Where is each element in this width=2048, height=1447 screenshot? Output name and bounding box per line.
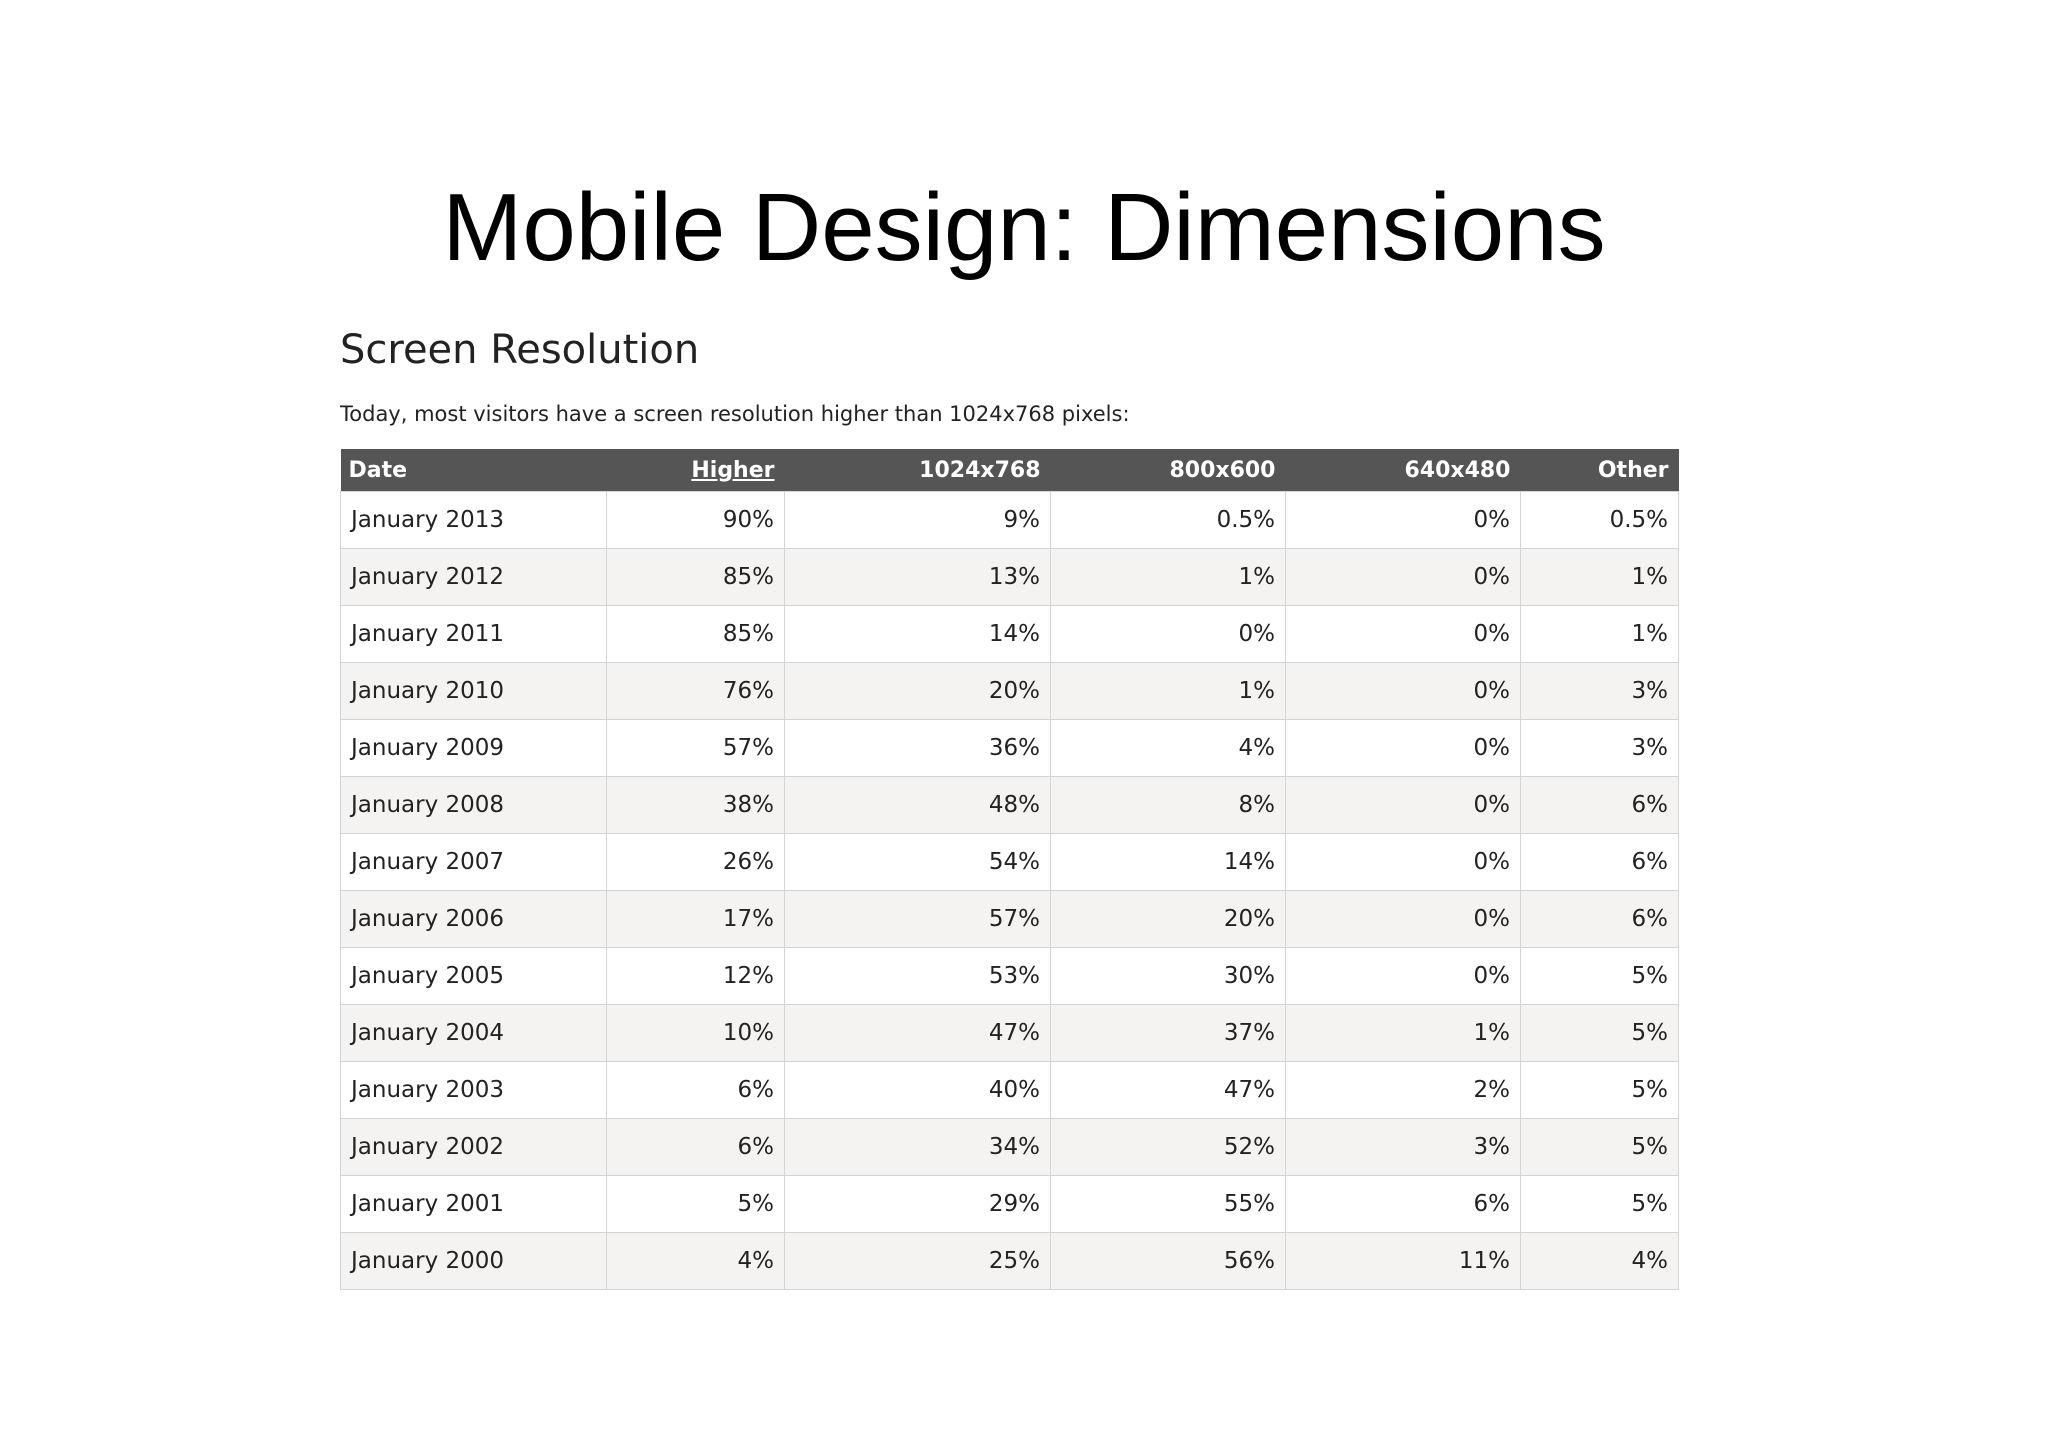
cell-other: 5% xyxy=(1521,1062,1679,1119)
table-row xyxy=(341,777,1679,834)
cell-800x600: 0% xyxy=(1051,606,1286,663)
slide-title: Mobile Design: Dimensions xyxy=(442,174,1606,281)
cell-1024x768: 57% xyxy=(785,891,1051,948)
cell-other: 5% xyxy=(1521,1005,1679,1062)
cell-1024x768: 53% xyxy=(785,948,1051,1005)
screen-resolution-section xyxy=(340,327,1678,1290)
cell-date: January 2011 xyxy=(341,606,607,663)
cell-date: January 2012 xyxy=(341,549,607,606)
cell-800x600: 52% xyxy=(1051,1119,1286,1176)
cell-date: January 2001 xyxy=(341,1176,607,1233)
cell-640x480: 0% xyxy=(1286,834,1521,891)
table-row xyxy=(341,1062,1679,1119)
cell-other: 6% xyxy=(1521,834,1679,891)
cell-640x480: 0% xyxy=(1286,663,1521,720)
cell-800x600: 30% xyxy=(1051,948,1286,1005)
cell-800x600: 0.5% xyxy=(1051,492,1286,549)
cell-other: 0.5% xyxy=(1521,492,1679,549)
cell-other: 6% xyxy=(1521,777,1679,834)
cell-date: January 2010 xyxy=(341,663,607,720)
cell-other: 4% xyxy=(1521,1233,1679,1290)
header-640x480: 640x480 xyxy=(1286,449,1521,492)
intro-text: Today, most visitors have a screen resolution higher than 1024x768 pixels: xyxy=(340,402,1130,426)
header-800x600: 800x600 xyxy=(1051,449,1286,492)
cell-higher: 5% xyxy=(607,1176,785,1233)
cell-640x480: 0% xyxy=(1286,492,1521,549)
cell-other: 1% xyxy=(1521,606,1679,663)
cell-other: 1% xyxy=(1521,549,1679,606)
cell-640x480: 0% xyxy=(1286,777,1521,834)
cell-date: January 2003 xyxy=(341,1062,607,1119)
table-header-row xyxy=(341,449,1679,492)
cell-1024x768: 13% xyxy=(785,549,1051,606)
cell-640x480: 0% xyxy=(1286,549,1521,606)
cell-800x600: 14% xyxy=(1051,834,1286,891)
table-row xyxy=(341,834,1679,891)
cell-date: January 2009 xyxy=(341,720,607,777)
cell-higher: 6% xyxy=(607,1062,785,1119)
header-1024x768: 1024x768 xyxy=(785,449,1051,492)
cell-640x480: 3% xyxy=(1286,1119,1521,1176)
cell-1024x768: 20% xyxy=(785,663,1051,720)
cell-date: January 2000 xyxy=(341,1233,607,1290)
table-row xyxy=(341,1119,1679,1176)
cell-other: 5% xyxy=(1521,1119,1679,1176)
header-higher[interactable] xyxy=(607,449,785,492)
cell-640x480: 11% xyxy=(1286,1233,1521,1290)
cell-1024x768: 47% xyxy=(785,1005,1051,1062)
cell-higher: 12% xyxy=(607,948,785,1005)
cell-1024x768: 54% xyxy=(785,834,1051,891)
table-row xyxy=(341,948,1679,1005)
cell-date: January 2005 xyxy=(341,948,607,1005)
cell-1024x768: 34% xyxy=(785,1119,1051,1176)
cell-higher: 90% xyxy=(607,492,785,549)
cell-1024x768: 14% xyxy=(785,606,1051,663)
cell-date: January 2007 xyxy=(341,834,607,891)
cell-1024x768: 25% xyxy=(785,1233,1051,1290)
cell-higher: 85% xyxy=(607,549,785,606)
cell-date: January 2004 xyxy=(341,1005,607,1062)
cell-date: January 2013 xyxy=(341,492,607,549)
cell-other: 5% xyxy=(1521,948,1679,1005)
table-row xyxy=(341,663,1679,720)
table-row xyxy=(341,1005,1679,1062)
table-row xyxy=(341,1233,1679,1290)
cell-higher: 38% xyxy=(607,777,785,834)
section-heading: Screen Resolution xyxy=(340,327,700,373)
cell-other: 3% xyxy=(1521,663,1679,720)
table-row xyxy=(341,1176,1679,1233)
cell-800x600: 4% xyxy=(1051,720,1286,777)
cell-1024x768: 48% xyxy=(785,777,1051,834)
table-row xyxy=(341,492,1679,549)
cell-date: January 2002 xyxy=(341,1119,607,1176)
cell-other: 6% xyxy=(1521,891,1679,948)
cell-date: January 2006 xyxy=(341,891,607,948)
cell-1024x768: 9% xyxy=(785,492,1051,549)
cell-800x600: 8% xyxy=(1051,777,1286,834)
cell-other: 3% xyxy=(1521,720,1679,777)
cell-800x600: 55% xyxy=(1051,1176,1286,1233)
cell-640x480: 2% xyxy=(1286,1062,1521,1119)
table-row xyxy=(341,720,1679,777)
cell-1024x768: 36% xyxy=(785,720,1051,777)
cell-640x480: 1% xyxy=(1286,1005,1521,1062)
table-body xyxy=(341,492,1679,1290)
table-row xyxy=(341,606,1679,663)
cell-higher: 4% xyxy=(607,1233,785,1290)
cell-800x600: 56% xyxy=(1051,1233,1286,1290)
cell-640x480: 6% xyxy=(1286,1176,1521,1233)
cell-800x600: 1% xyxy=(1051,549,1286,606)
cell-800x600: 1% xyxy=(1051,663,1286,720)
cell-higher: 10% xyxy=(607,1005,785,1062)
cell-640x480: 0% xyxy=(1286,948,1521,1005)
table-row xyxy=(341,891,1679,948)
cell-higher: 57% xyxy=(607,720,785,777)
sort-link-higher[interactable]: Higher xyxy=(691,457,775,483)
cell-1024x768: 40% xyxy=(785,1062,1051,1119)
cell-800x600: 37% xyxy=(1051,1005,1286,1062)
cell-higher: 76% xyxy=(607,663,785,720)
cell-640x480: 0% xyxy=(1286,606,1521,663)
cell-other: 5% xyxy=(1521,1176,1679,1233)
cell-higher: 26% xyxy=(607,834,785,891)
cell-higher: 17% xyxy=(607,891,785,948)
header-other: Other xyxy=(1521,449,1679,492)
cell-800x600: 20% xyxy=(1051,891,1286,948)
resolution-table xyxy=(340,449,1679,1290)
cell-640x480: 0% xyxy=(1286,720,1521,777)
cell-higher: 85% xyxy=(607,606,785,663)
cell-higher: 6% xyxy=(607,1119,785,1176)
cell-date: January 2008 xyxy=(341,777,607,834)
cell-640x480: 0% xyxy=(1286,891,1521,948)
cell-1024x768: 29% xyxy=(785,1176,1051,1233)
header-date: Date xyxy=(341,449,607,492)
cell-800x600: 47% xyxy=(1051,1062,1286,1119)
table-row xyxy=(341,549,1679,606)
